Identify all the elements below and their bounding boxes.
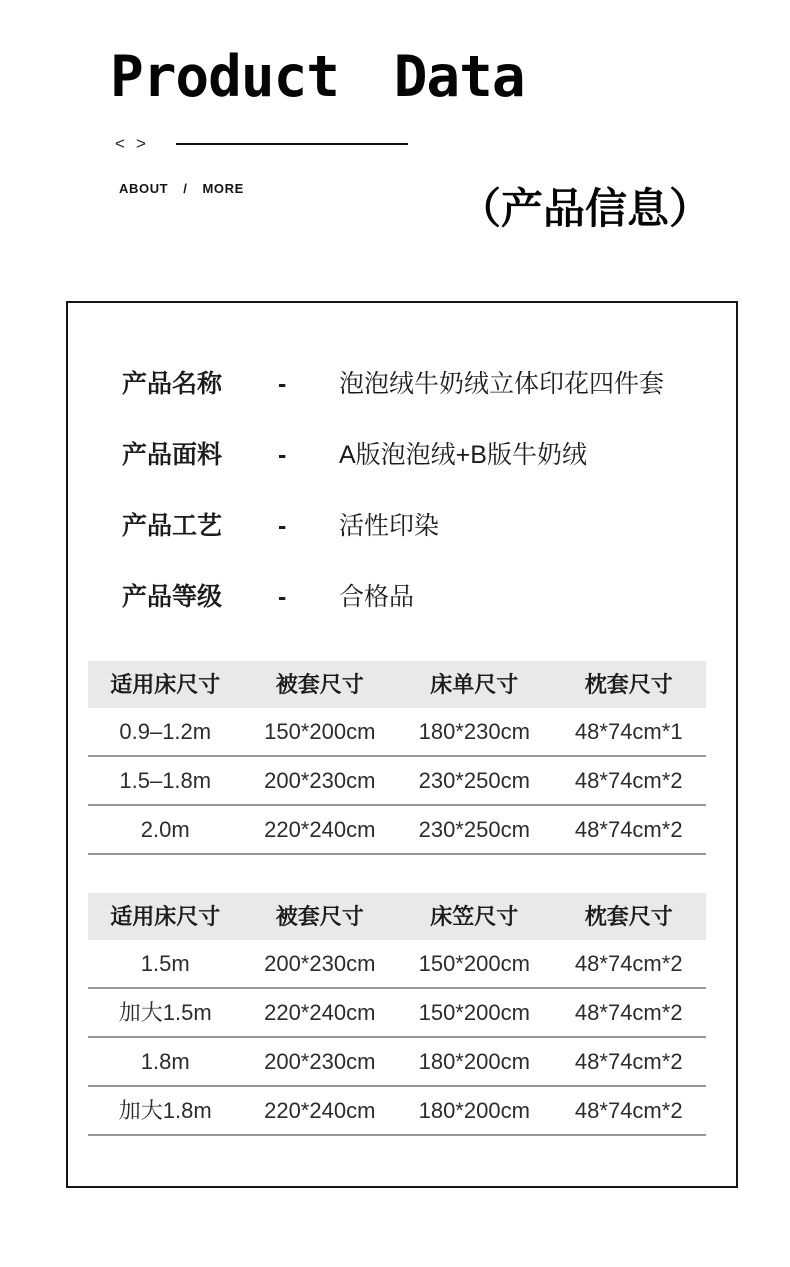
table-header-cell: 枕套尺寸 [584, 904, 673, 929]
table-cell: 48*74cm*2 [574, 817, 683, 842]
table-cell: 1.8m [140, 1049, 190, 1074]
spec-list [68, 303, 736, 612]
table-cell: 150*200cm [418, 951, 530, 976]
more-label: MORE [202, 181, 244, 196]
spec-row-craft [122, 511, 736, 541]
table-cell: 加大1.8m [118, 1098, 212, 1123]
table-cell: 230*250cm [418, 817, 530, 842]
spec-dash: - [278, 370, 287, 398]
subtitle-chinese: （产品信息） [458, 185, 711, 232]
table-row [88, 1038, 706, 1087]
table-cell: 1.5m [140, 951, 190, 976]
table-cell: 220*240cm [264, 1098, 376, 1123]
spec-label: 产品等级 [122, 583, 223, 611]
table-cell: 200*230cm [264, 1049, 376, 1074]
size-table-fitted-sheet [88, 893, 706, 1136]
table-header-cell: 适用床尺寸 [110, 672, 221, 697]
table-cell: 0.9–1.2m [119, 719, 212, 744]
table-row [88, 1087, 706, 1136]
table-cell: 220*240cm [264, 1000, 376, 1025]
table-cell: 150*200cm [418, 1000, 530, 1025]
table-row [88, 989, 706, 1038]
slash-separator: / [183, 181, 188, 196]
table-cell: 150*200cm [264, 719, 376, 744]
table-header-cell: 适用床尺寸 [110, 904, 221, 929]
spec-row-product-name [122, 369, 736, 399]
spec-row-fabric [122, 440, 736, 470]
table-cell: 48*74cm*2 [574, 1098, 683, 1123]
table-header-cell: 床笠尺寸 [430, 904, 519, 929]
table-row [88, 940, 706, 989]
table-cell: 加大1.5m [118, 1000, 212, 1025]
about-label: ABOUT [119, 181, 169, 196]
table-cell: 48*74cm*2 [574, 768, 683, 793]
table-header-row [88, 893, 706, 940]
table-header-cell: 床单尺寸 [430, 672, 519, 697]
table-cell: 1.5–1.8m [119, 768, 212, 793]
spec-value: 合格品 [339, 583, 415, 611]
table-cell: 200*230cm [264, 768, 376, 793]
spec-value: 泡泡绒牛奶绒立体印花四件套 [339, 370, 665, 398]
table-header-cell: 被套尺寸 [275, 904, 364, 929]
spec-dash: - [278, 583, 287, 611]
table-cell: 180*200cm [418, 1098, 530, 1123]
table-cell: 230*250cm [418, 768, 530, 793]
spec-label: 产品工艺 [122, 512, 223, 540]
table-cell: 2.0m [140, 817, 190, 842]
table-row [88, 806, 706, 855]
divider-line [176, 143, 408, 145]
table-header-cell: 枕套尺寸 [584, 672, 673, 697]
table-cell: 48*74cm*2 [574, 1049, 683, 1074]
table-header-cell: 被套尺寸 [275, 672, 364, 697]
table-header-row [88, 661, 706, 708]
table-cell: 220*240cm [264, 817, 376, 842]
next-arrow-icon[interactable]: > [135, 134, 146, 153]
table-row [88, 757, 706, 806]
page-header [0, 0, 790, 301]
prev-arrow-icon[interactable]: < [115, 134, 125, 153]
size-table-flat-sheet [88, 661, 706, 855]
spec-dash: - [278, 512, 287, 540]
page-title: Product Data [110, 44, 525, 111]
table-row [88, 708, 706, 757]
spec-value: 活性印染 [339, 512, 440, 540]
carousel-nav [115, 134, 146, 154]
breadcrumb [119, 181, 244, 196]
table-cell: 180*200cm [418, 1049, 530, 1074]
table-cell: 200*230cm [264, 951, 376, 976]
product-info-box [66, 301, 738, 1188]
table-cell: 180*230cm [418, 719, 530, 744]
table-cell: 48*74cm*2 [574, 951, 683, 976]
spec-row-grade [122, 582, 736, 612]
spec-value: A版泡泡绒+B版牛奶绒 [339, 441, 587, 469]
table-cell: 48*74cm*1 [574, 719, 683, 744]
spec-dash: - [278, 441, 287, 469]
table-cell: 48*74cm*2 [574, 1000, 683, 1025]
spec-label: 产品面料 [122, 441, 223, 469]
spec-label: 产品名称 [122, 370, 223, 398]
